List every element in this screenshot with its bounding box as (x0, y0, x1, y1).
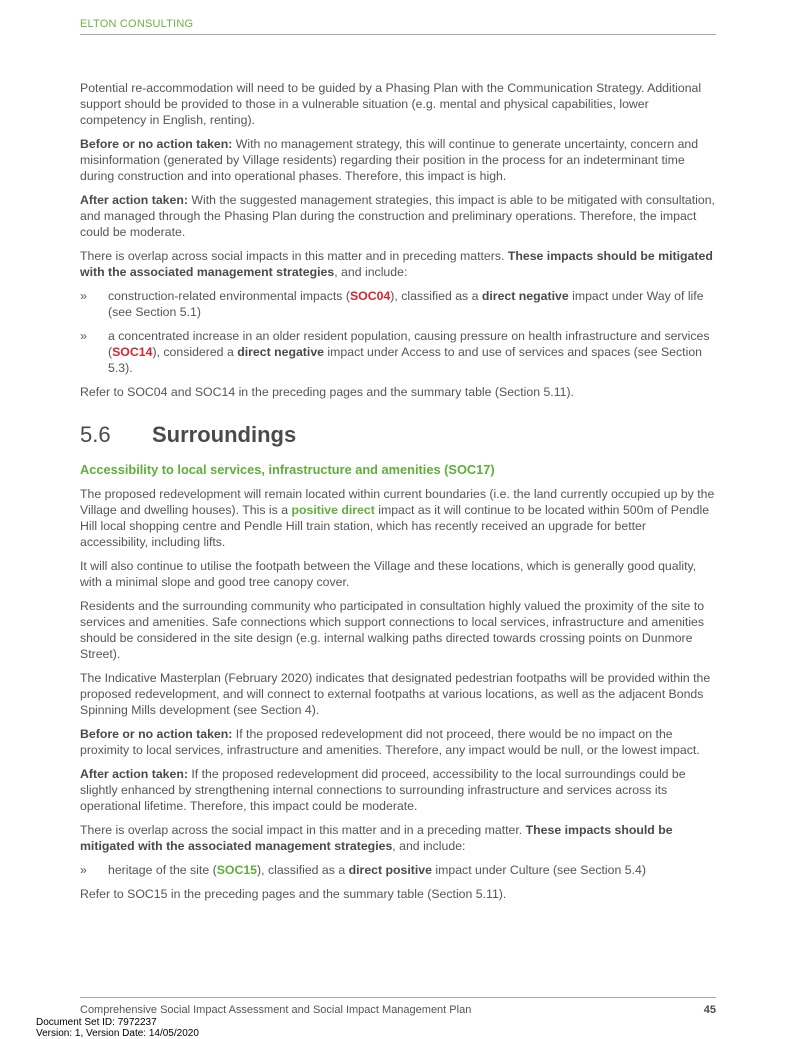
bullet-icon: » (80, 863, 87, 877)
list-item: » construction-related environmental impacts (SOC04), classified as a direct negative impact under Way of life (see Section 5.1) (80, 289, 704, 319)
page-number: 45 (703, 1004, 716, 1016)
bullet-list (80, 288, 716, 376)
soc-code: SOC04 (349, 289, 391, 303)
paragraph: The proposed redevelopment will remain located within current boundaries (i.e. the land currently occupied up by the Village and dwelling houses). This is a positive direct impact as it will continue to be located within 500m of Pendle Hill local shopping centre and Pendle Hill train station, which has recently received an upgrade for better accessibility, including lifts. (80, 487, 715, 549)
footer-title: Comprehensive Social Impact Assessment and Social Impact Management Plan (80, 1004, 472, 1016)
page-footer (80, 997, 716, 1016)
paragraph: After action taken: If the proposed redevelopment did proceed, accessibility to the local surroundings could be slightly enhanced by strengthening internal connections to surrounding infrastructure and services across its operational lifetime. Therefore, this impact could be moderate. (80, 767, 686, 813)
paragraph: There is overlap across the social impact in this matter and in a preceding matter. These impacts should be mitigated with the associated management strategies, and include: (80, 823, 673, 853)
section-number: 5.6 (80, 422, 111, 447)
paragraph: After action taken: With the suggested management strategies, this impact is able to be mitigated with consultation, and managed through the Phasing Plan during the construction and preliminary operations. Therefore, the impact could be moderate. (80, 193, 715, 239)
paragraph: Before or no action taken: If the proposed redevelopment did not proceed, there would be no impact on the proximity to local services, infrastructure and amenities. Therefore, any impact would be null, or the lowest impact. (80, 727, 700, 757)
bullet-icon: » (80, 329, 87, 343)
list-item: » a concentrated increase in an older resident population, causing pressure on health infrastructure and services (SOC14), considered a direct negative impact under Access to and use of services and spaces (see Section 5.3). (80, 329, 710, 375)
list-item: » heritage of the site (SOC15), classified as a direct positive impact under Culture (see Section 5.4) (80, 863, 646, 877)
paragraph: It will also continue to utilise the footpath between the Village and these locations, which is generally good quality, with a minimal slope and good tree canopy cover. (80, 559, 697, 589)
soc-code: SOC15 (216, 863, 258, 877)
page-content (80, 80, 716, 910)
paragraph: Potential re-accommodation will need to be guided by a Phasing Plan with the Communication Strategy. Additional support should be provided to those in a vulnerable situation (e.g. mental and physical capabilities, lower competency in English, renting). (80, 81, 702, 127)
paragraph: Residents and the surrounding community who participated in consultation highly valued the proximity of the site to services and amenities. Safe connections which support connections to local services, infrastructure and amenities should be considered in the site design (e.g. internal walking paths directed towards crossing points on Dunmore Street). (80, 599, 705, 661)
header-brand: ELTON CONSULTING (80, 18, 194, 30)
soc-code: SOC14 (112, 345, 153, 359)
section-title: Surroundings (152, 422, 297, 447)
paragraph: Refer to SOC15 in the preceding pages and the summary table (Section 5.11). (80, 887, 507, 901)
bullet-icon: » (80, 289, 87, 303)
paragraph: Refer to SOC04 and SOC14 in the preceding pages and the summary table (Section 5.11). (80, 385, 574, 399)
page-header (80, 16, 716, 35)
paragraph: There is overlap across social impacts in this matter and in preceding matters. These impacts should be mitigated with the associated management strategies, and include: (80, 249, 713, 279)
document-version: Version: 1, Version Date: 14/05/2020 (36, 1028, 199, 1039)
document-set-id: Document Set ID: 7972237 (36, 1017, 157, 1028)
paragraph: Before or no action taken: With no management strategy, this will continue to generate uncertainty, concern and misinformation (generated by Village residents) regarding their position in the process for an indeterminant time during construction and into operational phases. Therefore, this impact is high. (80, 137, 699, 183)
paragraph: The Indicative Masterplan (February 2020) indicates that designated pedestrian footpaths will be provided within the proposed redevelopment, and will connect to external footpaths at various locations, as well as the adjacent Bonds Spinning Mills development (see Section 4). (80, 671, 711, 717)
subheading: Accessibility to local services, infrastructure and amenities (SOC17) (80, 462, 495, 477)
bullet-list (80, 862, 716, 878)
section-heading (80, 422, 716, 448)
